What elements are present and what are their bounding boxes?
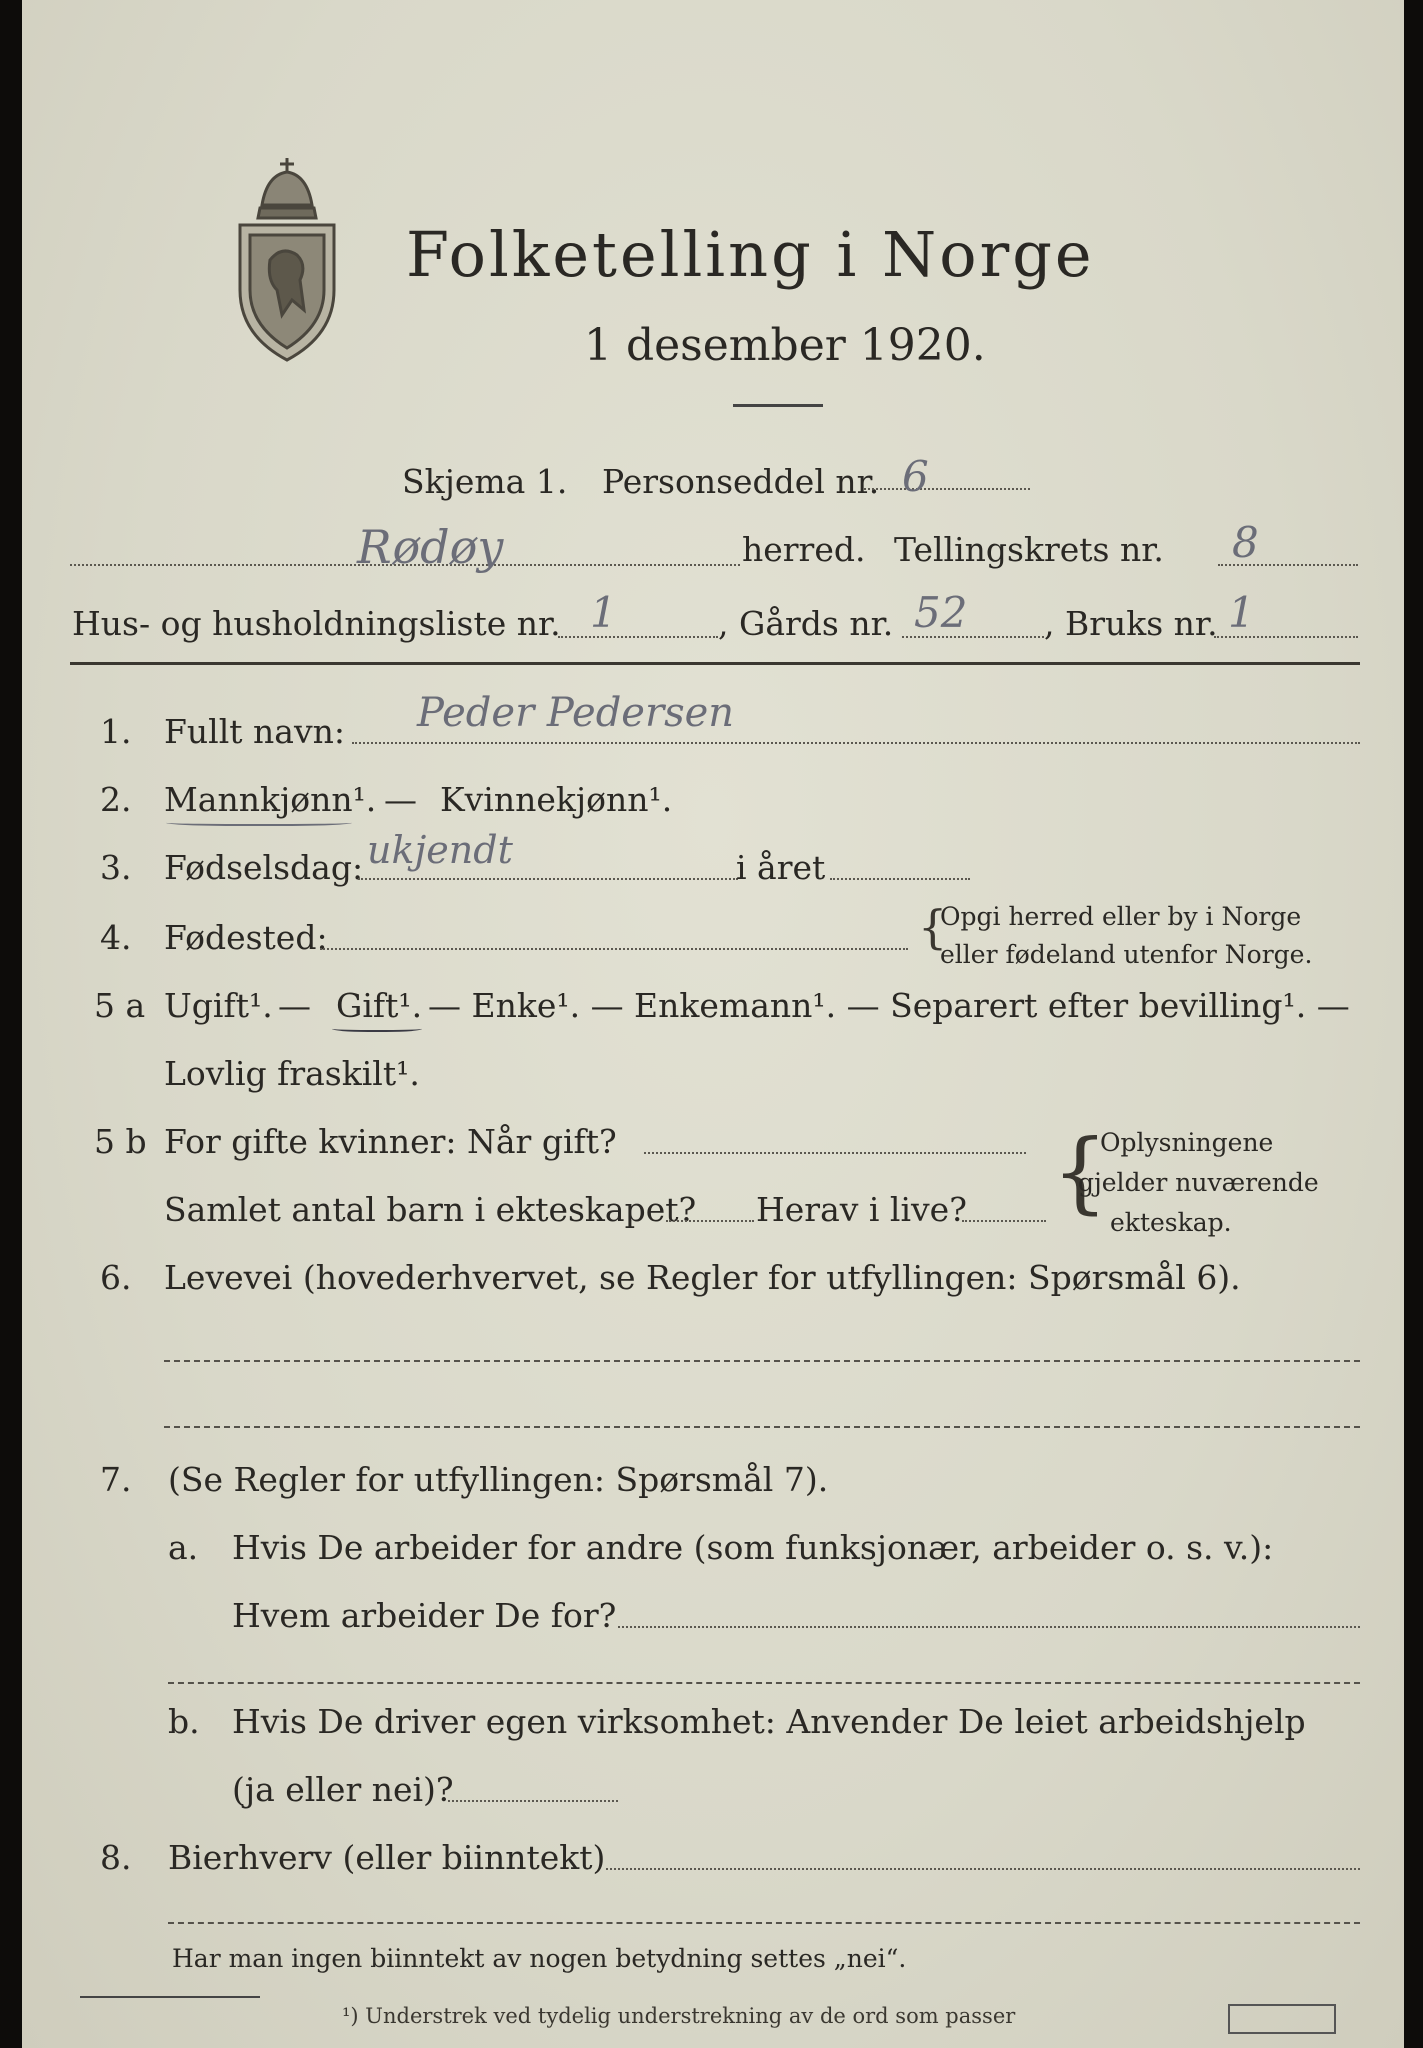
q2-separator: — — [384, 780, 417, 819]
q5b-note-line3: ekteskap. — [1110, 1208, 1232, 1237]
footnote-rule — [80, 1996, 260, 1998]
q4-note-line2: eller fødeland utenfor Norge. — [940, 940, 1313, 969]
district-nr-value[interactable]: 8 — [1232, 518, 1259, 567]
header-rule — [70, 662, 1360, 665]
q1-line — [352, 742, 1360, 744]
q5a-married-option[interactable]: Gift¹. — [336, 986, 423, 1025]
q7a-employer-line — [618, 1626, 1360, 1628]
q7a-letter: a. — [168, 1528, 199, 1567]
q5b-children-line — [666, 1220, 754, 1222]
farm-nr-value[interactable]: 52 — [914, 588, 968, 637]
person-nr-value[interactable]: 6 — [902, 452, 929, 501]
printer-stamp-icon — [1228, 2004, 1336, 2034]
q3-number: 3. — [100, 848, 132, 887]
q5b-brace: { — [1052, 1120, 1108, 1223]
farm-label: , Gårds nr. — [718, 604, 894, 643]
person-nr-line — [864, 488, 1030, 490]
schema-label: Skjema 1. — [402, 462, 568, 501]
household-label: Hus- og husholdningsliste nr. — [72, 604, 561, 643]
person-label: Personseddel nr. — [602, 462, 880, 501]
q7b-answer-line — [448, 1800, 618, 1802]
q8-answer-line-2 — [168, 1922, 1360, 1924]
q5b-note-line2: gjelder nuværende — [1078, 1168, 1319, 1197]
q5b-number: 5 b — [94, 1122, 147, 1161]
q5a-other-options[interactable]: — Enke¹. — Enkemann¹. — Separert efter bevilling¹. — — [428, 986, 1350, 1025]
q6-label: Levevei (hovederhvervet, se Regler for utfyllingen: Spørsmål 6). — [164, 1258, 1241, 1297]
title-divider — [733, 404, 823, 407]
household-nr-line — [558, 636, 718, 638]
q7b-yes-no-label: (ja eller nei)? — [232, 1770, 454, 1809]
q5a-number: 5 a — [94, 986, 146, 1025]
household-nr-value[interactable]: 1 — [590, 588, 617, 637]
q4-number: 4. — [100, 918, 132, 957]
q2-female-option[interactable]: Kvinnekjønn¹. — [440, 780, 673, 819]
municipality-value[interactable]: Rødøy — [357, 520, 504, 574]
q5b-alive-label: Herav i live? — [756, 1190, 967, 1229]
q7a-employer-label: Hvem arbeider De for? — [232, 1596, 617, 1635]
q2-male-underline — [166, 818, 352, 826]
q7-label: (Se Regler for utfyllingen: Spørsmål 7). — [168, 1460, 829, 1499]
form-title: Folketelling i Norge — [406, 218, 1095, 291]
q6-answer-line-1 — [164, 1360, 1360, 1362]
q8-answer-line — [606, 1868, 1360, 1870]
q4-label: Fødested: — [164, 918, 328, 957]
q3-year-label: i året — [736, 848, 826, 887]
footnote-nei: Har man ingen biinntekt av nogen betydning settes „nei“. — [172, 1944, 907, 1973]
q6-number: 6. — [100, 1258, 132, 1297]
footnote-underline-note: ¹) Understrek ved tydelig understrekning av de ord som passer — [342, 2004, 1016, 2028]
q8-number: 8. — [100, 1838, 132, 1877]
q7a-label: Hvis De arbeider for andre (som funksjonær, arbeider o. s. v.): — [232, 1528, 1274, 1567]
q5a-dash: — — [278, 986, 311, 1025]
q1-label: Fullt navn: — [164, 712, 345, 751]
q3-label: Fødselsdag: — [164, 848, 364, 887]
census-date: 1 desember 1920. — [584, 320, 986, 371]
coat-of-arms-icon — [232, 150, 342, 365]
q2-male-option[interactable]: Mannkjønn¹. — [164, 780, 377, 819]
q5a-married-underline — [332, 1024, 422, 1032]
q7-number: 7. — [100, 1460, 132, 1499]
q3-birthday-value[interactable]: ukjendt — [367, 828, 513, 872]
bruks-label: , Bruks nr. — [1044, 604, 1218, 643]
q3-date-line — [358, 878, 738, 880]
q6-answer-line-2 — [164, 1426, 1360, 1428]
q8-label: Bierhverv (eller biinntekt) — [168, 1838, 606, 1877]
q4-brace: { — [918, 900, 948, 954]
q5a-unmarried-option[interactable]: Ugift¹. — [164, 986, 273, 1025]
q1-number: 1. — [100, 712, 132, 751]
q5b-when-line — [644, 1152, 1026, 1154]
q4-note-line1: Opgi herred eller by i Norge — [940, 902, 1302, 931]
district-label: Tellingskrets nr. — [894, 530, 1164, 569]
q5b-children-label: Samlet antal barn i ekteskapet? — [164, 1190, 697, 1229]
q7b-label: Hvis De driver egen virksomhet: Anvender De leiet arbeidshjelp — [232, 1702, 1306, 1741]
q5a-divorced-option[interactable]: Lovlig fraskilt¹. — [164, 1054, 420, 1093]
q7b-letter: b. — [168, 1702, 200, 1741]
q5b-alive-line — [962, 1220, 1046, 1222]
q2-number: 2. — [100, 780, 132, 819]
herred-label: herred. — [742, 530, 866, 569]
q5b-note-line1: Oplysningene — [1100, 1128, 1274, 1157]
q4-line — [320, 948, 908, 950]
q7a-answer-line — [168, 1682, 1360, 1684]
q1-full-name-value[interactable]: Peder Pedersen — [417, 690, 735, 736]
census-form-page — [22, 0, 1404, 2048]
q3-year-line — [830, 878, 970, 880]
q5b-when-married-label: For gifte kvinner: Når gift? — [164, 1122, 617, 1161]
bruks-nr-value[interactable]: 1 — [1228, 588, 1255, 637]
